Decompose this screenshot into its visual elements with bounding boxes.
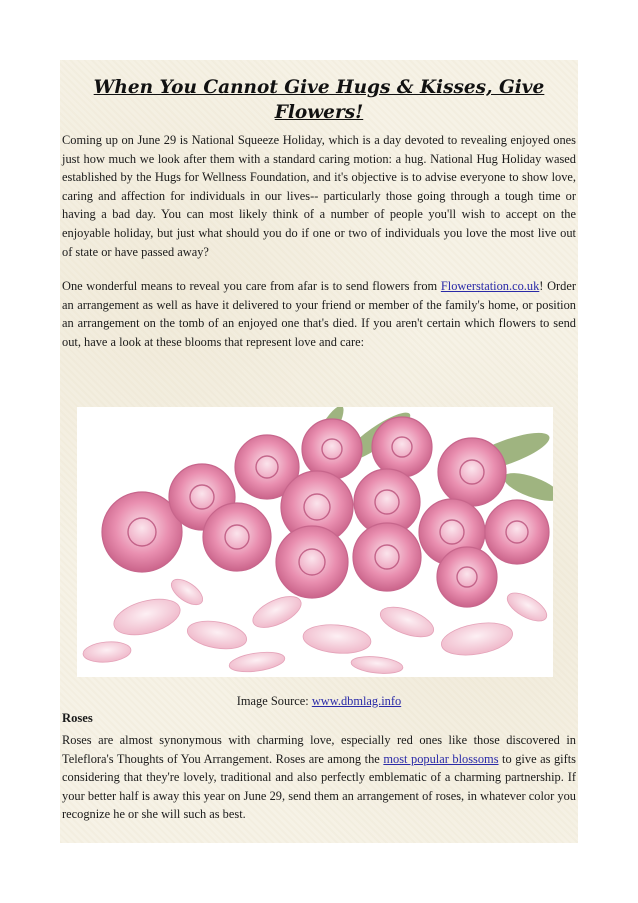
image-caption	[60, 694, 578, 709]
section-heading-roses: Roses	[62, 711, 93, 725]
para3-text-after: to give as gifts considering that they're lovely, traditional and also perfectly emblematic of a charming partnership. If your better half is away this year on June 29, send them an arrangement of roses, in whatever color you recognize he or she will such as best.	[62, 751, 576, 822]
roses-paragraph	[62, 731, 576, 824]
para3-text-before: Roses are almost synonymous with charming love, especially red ones like those discovered in Teleflora's Thoughts of You Arrangement. Roses are among the	[62, 733, 576, 766]
flowerstation-link[interactable]: Flowerstation.co.uk	[440, 279, 540, 294]
para2-text-after: ! Order an arrangement as well as have it delivered to your friend or member of the family's home, or position an arrangement on the tomb of an enjoyed one that's died. If you aren't certain which flowers to send out, have a look at these blooms that represent love and care:	[62, 279, 576, 349]
intro-text: Coming up on June 29 is National Squeeze Holiday, which is a day devoted to revealing enjoyed ones just how much we look after them with a standard caring motion: a hug. National Hug Holiday wased established by the Hugs for Wellness Foundation, and it's objective is to advise everyone to show love, caring and affection for individuals in our lives-- particularly those going through a tough time or having a bad day. You can most likely think of a number of people you'll wish to accept on the enjoyable holiday, but just what should you do if one or two of individuals you love the most live out of state or have passed away?	[62, 133, 576, 259]
roses-image	[77, 407, 553, 677]
document-page	[60, 60, 578, 843]
second-paragraph	[62, 277, 576, 351]
image-source-link[interactable]: www.dbmlag.info	[311, 694, 402, 708]
para2-text-before: One wonderful means to reveal you care from afar is to send flowers from	[62, 279, 441, 294]
most-popular-blossoms-link[interactable]: most popular blossoms	[383, 751, 499, 766]
intro-paragraph	[62, 131, 576, 261]
article-title: When You Cannot Give Hugs & Kisses, Give Flowers!	[93, 77, 545, 123]
caption-label: Image Source:	[236, 694, 312, 708]
